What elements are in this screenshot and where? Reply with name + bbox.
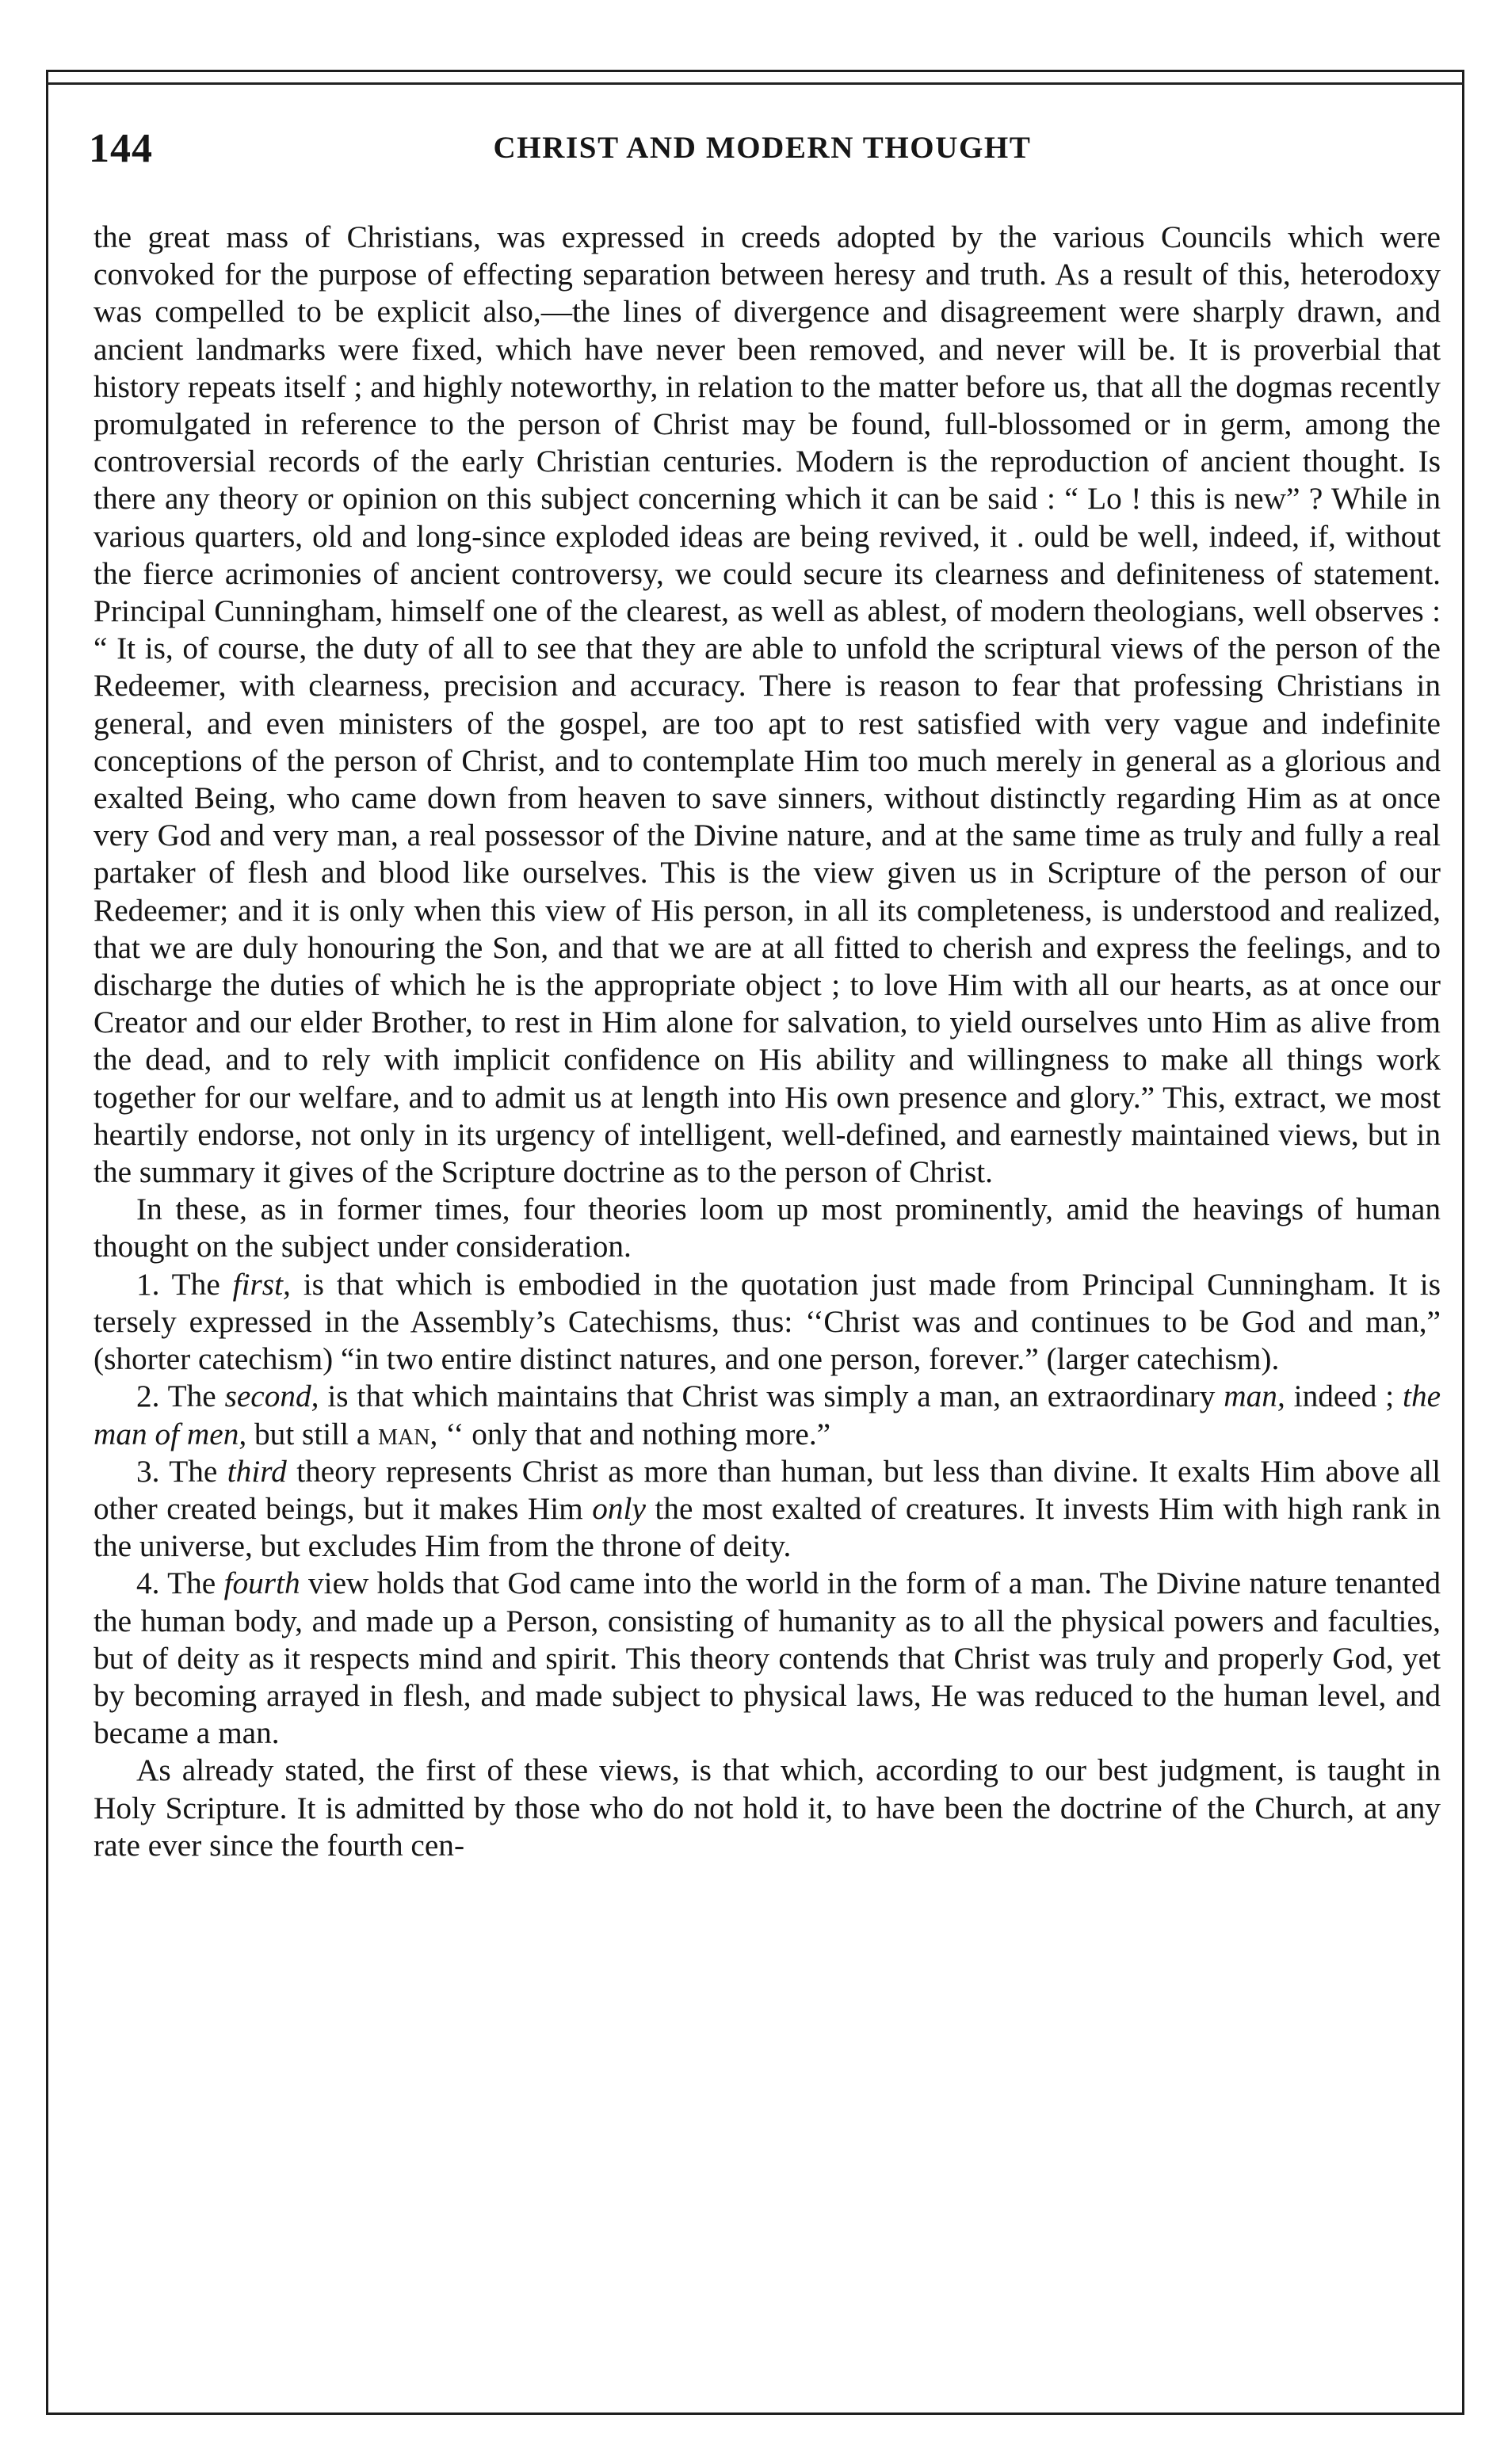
theory-3-text-a: theory represents Christ as more than human, but less than divine. It exalts Him above all other created beings, but it makes Him bbox=[94, 1453, 1441, 1526]
running-title: CHRIST AND MODERN THOUGHT bbox=[493, 131, 1032, 165]
theory-2-small-caps: man, bbox=[378, 1416, 438, 1451]
theory-4-ordinal: fourth bbox=[223, 1566, 300, 1601]
theory-3-text-b: the most exalted of creatures. It invests Him with high rank in the universe, but excludes Him from the throne of deity. bbox=[94, 1490, 1441, 1564]
theory-4-text: view holds that God came into the world in the form of a man. The Divine nature tenanted the human body, and made up a Person, consisting of humanity as to all the physical powers and faculties, but of deity as it respects mind and spirit. This theory contends that Christ was truly and properly God, yet by becoming arrayed in flesh, and made subject to physical laws, He was reduced to the human level, and became a man. bbox=[94, 1566, 1441, 1751]
page-number: 144 bbox=[89, 126, 153, 171]
theory-1-lead: 1. The bbox=[136, 1266, 220, 1302]
running-head bbox=[89, 125, 1436, 182]
theory-4 bbox=[94, 1565, 1441, 1752]
theory-2-text-b: indeed ; bbox=[1293, 1379, 1395, 1414]
theory-2-emph-man-of-men: the man of men, bbox=[94, 1379, 1441, 1451]
theory-2-text-a: is that which maintains that Christ was simply a man, an extraordinary bbox=[327, 1379, 1216, 1414]
body-text bbox=[94, 219, 1441, 1864]
theory-1-ordinal: first, bbox=[232, 1266, 291, 1302]
paragraph-closing: As already stated, the first of these views, is that which, according to our best judgment, is taught in Holy Scripture. It is admitted by those who do not hold it, to have been the doctrine of the Church, at any rate ever since the fourth cen- bbox=[94, 1753, 1441, 1863]
theory-2-text-c: but still a bbox=[254, 1416, 371, 1451]
theory-3-lead: 3. The bbox=[136, 1453, 218, 1489]
theory-4-lead: 4. The bbox=[136, 1566, 216, 1601]
theory-2 bbox=[94, 1378, 1441, 1452]
theory-2-lead: 2. The bbox=[136, 1379, 216, 1414]
theory-1 bbox=[94, 1266, 1441, 1379]
header-rule bbox=[46, 82, 1464, 85]
paragraph-continued: the great mass of Christians, was expressed in creeds adopted by the various Councils which were convoked for the purpose of effecting separation between heresy and truth. As a result of this, heterodoxy was compelled to be explicit also,—the lines of divergence and disagreement were sharply drawn, and ancient landmarks were fixed, which have never been removed, and never will be. It is proverbial that history repeats itself ; and highly noteworthy, in relation to the matter before us, that all the dogmas recently promulgated in reference to the person of Christ may be found, full-blossomed or in germ, among the controversial records of the early Christian centuries. Modern is the reproduction of ancient thought. Is there any theory or opinion on this subject concerning which it can be said : “ Lo ! this is new” ? While in various quarters, old and long-since exploded ideas are being revived, it . ould be well, indeed, if, without the fierce acrimonies of ancient controversy, we could secure its clearness and definiteness of statement. Principal Cunningham, himself one of the clearest, as well as ablest, of modern theologians, well observes : “ It is, of course, the duty of all to see that they are able to unfold the scriptural views of the person of the Redeemer, with clearness, precision and accuracy. There is reason to fear that professing Christians in general, and even ministers of the gospel, are too apt to rest satisfied with very vague and indefinite conceptions of the person of Christ, and to contemplate Him too much merely in general as a glorious and exalted Being, who came down from heaven to save sinners, without distinctly regarding Him as at once very God and very man, a real possessor of the Divine nature, and at the same time as truly and fully a real partaker of flesh and blood like ourselves. This is the view given us in Scripture of the person of our Redeemer; and it is only when this view of His person, in all its completeness, is understood and realized, that we are duly honouring the Son, and that we are at all fitted to cherish and express the feelings, and to discharge the duties of which he is the appropriate object ; to love Him with all our hearts, as at once our Creator and our elder Brother, to rest in Him alone for salvation, to yield ourselves unto Him as alive from the dead, and to rely with implicit confidence on His ability and willingness to make all things work together for our welfare, and to admit us at length into His own presence and glory.” This, extract, we most heartily endorse, not only in its urgency of intelligent, well-defined, and earnestly maintained views, but in the summary it gives of the Scripture doctrine as to the person of Christ. bbox=[94, 219, 1441, 1190]
theory-1-text: is that which is embodied in the quotation just made from Principal Cunningham. It is tersely expressed in the Assembly’s Catechisms, thus: ‘‘Christ was and continues to be God and man,” (shorter catechism) “in two entire distinct natures, and one person, forever.” (larger catechism). bbox=[94, 1266, 1441, 1377]
theory-3 bbox=[94, 1453, 1441, 1566]
theory-2-text-d: ‘‘ only that and nothing more.” bbox=[445, 1416, 831, 1451]
theory-3-emph-only: only bbox=[592, 1490, 646, 1526]
paragraph-four-theories: In these, as in former times, four theories loom up most prominently, amid the heavings of human thought on the subject under consideration. bbox=[94, 1192, 1441, 1264]
theory-2-ordinal: second, bbox=[224, 1379, 319, 1414]
theory-2-emph-man: man, bbox=[1224, 1379, 1285, 1414]
theory-3-ordinal: third bbox=[227, 1453, 287, 1489]
